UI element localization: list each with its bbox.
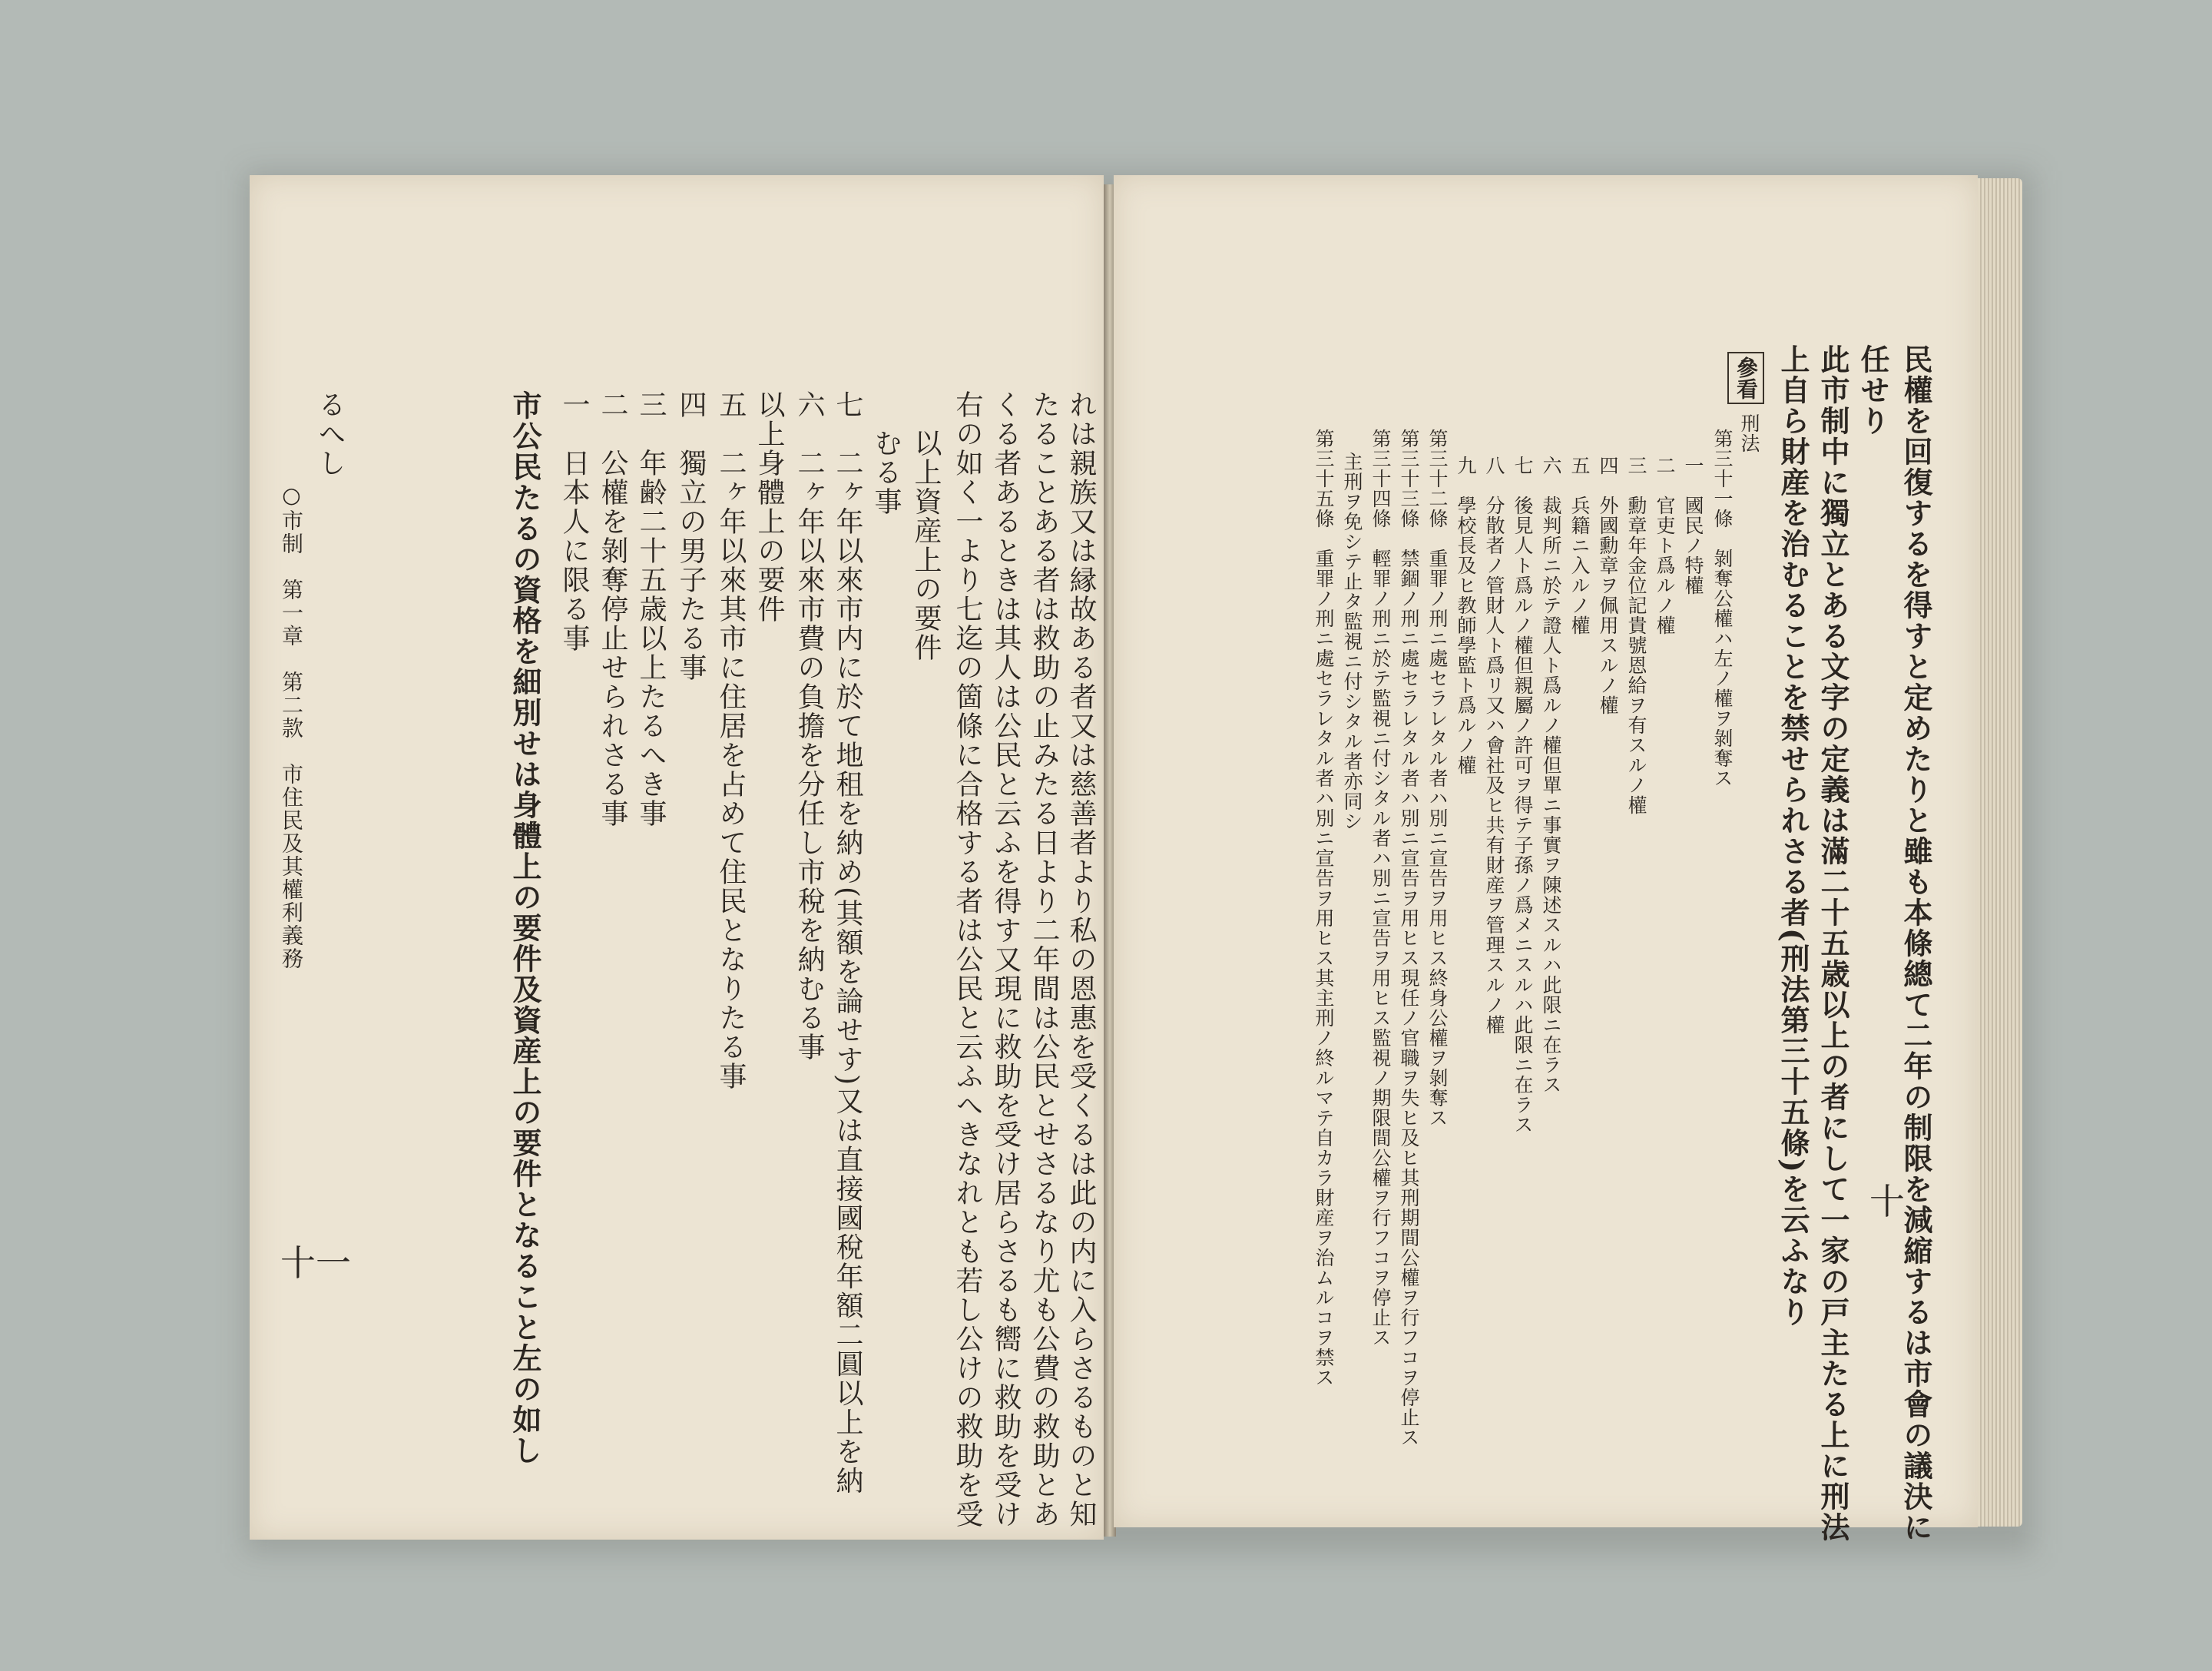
ref-col-12: 第三十三條 禁錮ノ刑ニ處セラレタル者ハ別ニ宣告ヲ用ヒス現任ノ官職ヲ失ヒ及ヒ其刑期間公權ヲ行フコヲ停止ス <box>1398 429 1420 1447</box>
ref-col-4: 三 勳章年金位記貴號恩給ヲ有スルノ權 <box>1625 456 1647 815</box>
left-col-1: 一 日本人に限る事 <box>558 390 590 653</box>
ref-col-14: 主刑ヲ免シテ止タ監視ニ付シタル者亦同シ <box>1341 452 1363 831</box>
left-col-10: 以上資産上の要件 <box>910 429 942 662</box>
ref-col-2: 一 國民ノ特權 <box>1682 456 1704 595</box>
right-main-col-0: 民權を回復するを得すと定めたりと雖も本條總て二年の制限を減縮するは市會の議決に <box>1899 344 1933 1543</box>
left-col-2: 二 公權を剝奪停止せられさる事 <box>597 390 628 828</box>
left-col-13: たることある者は救助の止みたる日より二年間は公民とせさるなり尤も公費の救助とあ <box>1028 390 1060 1529</box>
ref-col-0: 刑法 <box>1738 413 1760 453</box>
left-col-7: 六 二ヶ年以來市費の負擔を分任し市稅を納むる事 <box>793 390 825 1062</box>
ref-col-7: 六 裁判所ニ於テ證人ト爲ルノ權但單ニ事實ヲ陳述スルハ此限ニ在ラス <box>1540 456 1562 1095</box>
right-main-col-1: 任せり <box>1856 344 1890 436</box>
left-col-5: 五 二ヶ年以來其市に住居を占めて住民となりたる事 <box>715 390 747 1091</box>
page-number-right: 十 <box>1869 1181 1905 1222</box>
ref-col-3: 二 官吏ト爲ルノ權 <box>1654 456 1676 635</box>
right-main-col-2: 此市制中に獨立とある文字の定義は滿二十五歳以上の者にして一家の戸主たる上に刑法 <box>1816 344 1850 1543</box>
left-col-14: れは親族又は縁故ある者又は慈善者より私の恩惠を受くるは此の内に入らさるものと知 <box>1065 390 1097 1529</box>
running-head: ○市制 第一章 第二款 市住民及其權利義務 <box>279 482 304 970</box>
page-edges <box>1978 178 2022 1527</box>
right-main-col-3: 上自ら財産を治むることを禁せられさる者(刑法第三十五條)を云ふなり <box>1776 344 1810 1328</box>
left-col-9: むる事 <box>870 429 902 516</box>
left-col-11: 右の如く一より七迄の箇條に合格する者は公民と云ふへきなれとも若し公けの救助を受 <box>952 390 983 1529</box>
page-number-left: 十一 <box>280 1242 351 1284</box>
reference-label: 參看 <box>1727 352 1764 404</box>
ref-col-8: 七 後見人ト爲ルノ權但親屬ノ許可ヲ得テ子孫ノ爲メニスルハ此限ニ在ラス <box>1512 456 1534 1135</box>
ref-col-6: 五 兵籍ニ入ルノ權 <box>1568 456 1591 635</box>
right-page <box>1114 175 1978 1543</box>
left-col-6: 以上身體上の要件 <box>753 390 785 624</box>
left-col-15: るへし <box>314 390 346 478</box>
left-col-4: 四 獨立の男子たる事 <box>675 390 707 682</box>
left-col-3: 三 年齢二十五歳以上たるへき事 <box>635 390 667 828</box>
ref-col-13: 第三十四條 輕罪ノ刑ニ於テ監視ニ付シタル者ハ別ニ宣告ヲ用ヒス監視ノ期限間公權ヲ行フコヲ停止ス <box>1369 429 1392 1348</box>
ref-col-5: 四 外國勳章ヲ佩用スルノ權 <box>1597 456 1619 715</box>
ref-col-9: 八 分散者ノ管財人ト爲リ又ハ會社及ヒ共有財産ヲ管理スルノ權 <box>1483 456 1505 1035</box>
ref-col-1: 第三十一條 剝奪公權ハ左ノ權ヲ剝奪ス <box>1711 429 1734 788</box>
left-page <box>250 175 1104 1540</box>
ref-col-11: 第三十二條 重罪ノ刑ニ處セラレタル者ハ別ニ宣告ヲ用ヒス終身公權ヲ剝奪ス <box>1426 429 1449 1128</box>
left-col-8: 七 二ヶ年以來市内に於て地租を納め(其額を論せす)又は直接國稅年額二圓以上を納 <box>832 390 863 1496</box>
left-col-0: 市公民たるの資格を細別せは身體上の要件及資産上の要件となること左の如し <box>508 390 542 1466</box>
left-col-12: くる者あるときは其人は公民と云ふを得す又現に救助を受け居らさるも嚮に救助を受け <box>990 390 1022 1529</box>
ref-col-10: 九 學校長及ヒ教師學監ト爲ルノ權 <box>1455 456 1477 775</box>
ref-col-15: 第三十五條 重罪ノ刑ニ處セラレタル者ハ別ニ宣告ヲ用ヒス其主刑ノ終ルマテ自カラ財産ヲ治ムルコヲ禁ス <box>1313 429 1335 1388</box>
